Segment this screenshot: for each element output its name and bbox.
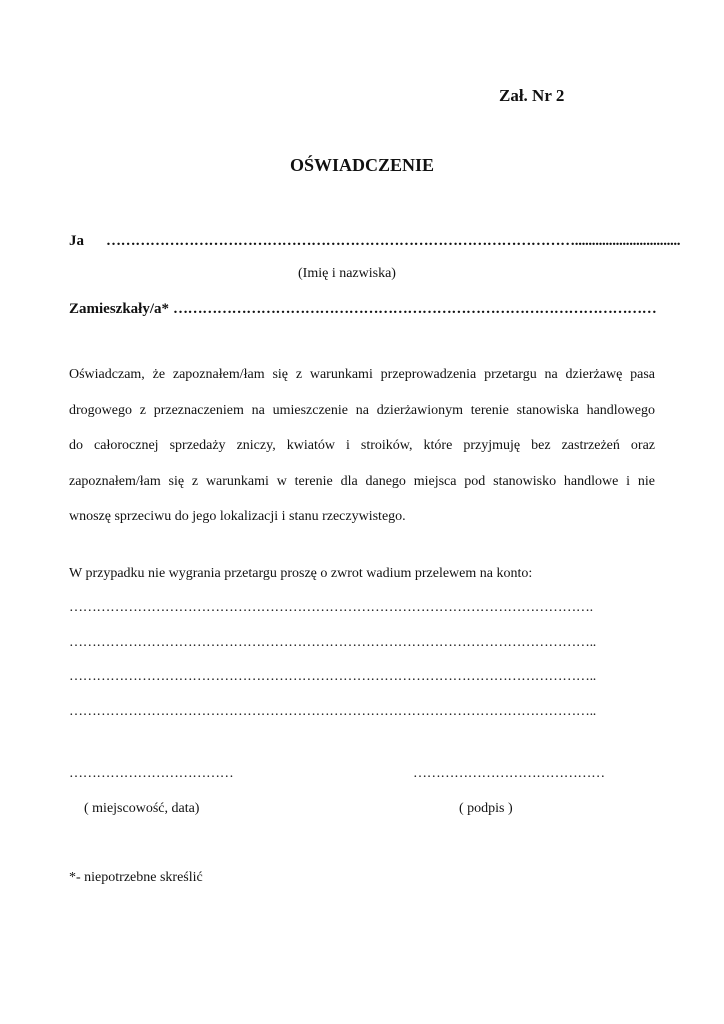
signature-line[interactable]: …………………………………… — [413, 766, 605, 781]
declaration-paragraph — [69, 357, 655, 535]
declaration-line: zapoznałem/łam się z warunkami w terenie dla danego miejsca pod stanowisko handlowe i nie — [69, 473, 655, 489]
declaration-line: do całorocznej sprzedaży zniczy, kwiatów i stroików, które przyjmuję bez zastrzeżeń oraz — [69, 438, 655, 454]
bank-account-line[interactable]: …………………………………………………………………………………………………….. — [69, 669, 597, 684]
name-field-line[interactable]: ……………………………………………………………………………………............................... — [106, 233, 681, 249]
attachment-label: Zał. Nr 2 — [499, 86, 565, 105]
bank-account-line[interactable]: …………………………………………………………………………………………………….. — [69, 634, 597, 650]
name-field-caption: (Imię i nazwiska) — [298, 266, 396, 281]
declaration-line: Oświadczam, że zapoznałem/łam się z warunkami przeprowadzenia przetargu na dzierżawę pasa — [69, 367, 655, 382]
name-field-label: Ja — [69, 233, 84, 249]
bank-account-line[interactable]: …………………………………………………………………………………………………….. — [69, 703, 597, 719]
footnote: *- niepotrzebne skreślić — [69, 870, 203, 885]
address-field-row — [69, 301, 656, 318]
place-date-line[interactable]: ……………………………… — [69, 766, 234, 781]
place-date-caption: ( miejscowość, data) — [84, 801, 200, 816]
declaration-line: drogowego z przeznaczeniem na umieszczenie na dzierżawionym terenie stanowiska handlowego — [69, 402, 655, 418]
refund-request-text: W przypadku nie wygrania przetargu proszę o zwrot wadium przelewem na konto: — [69, 566, 533, 581]
address-field-label: Zamieszkały/a* — [69, 301, 169, 317]
bank-account-line[interactable]: ……………………………………………………………………………………………………. — [69, 600, 593, 615]
address-field-line[interactable]: ……………………………………………………………………………………… — [173, 301, 657, 317]
declaration-line: wnoszę sprzeciwu do jego lokalizacji i stanu rzeczywistego. — [69, 509, 406, 525]
document-title: OŚWIADCZENIE — [289, 155, 435, 175]
name-field-row — [69, 233, 680, 250]
signature-caption: ( podpis ) — [459, 801, 513, 816]
bank-account-lines — [69, 600, 596, 738]
